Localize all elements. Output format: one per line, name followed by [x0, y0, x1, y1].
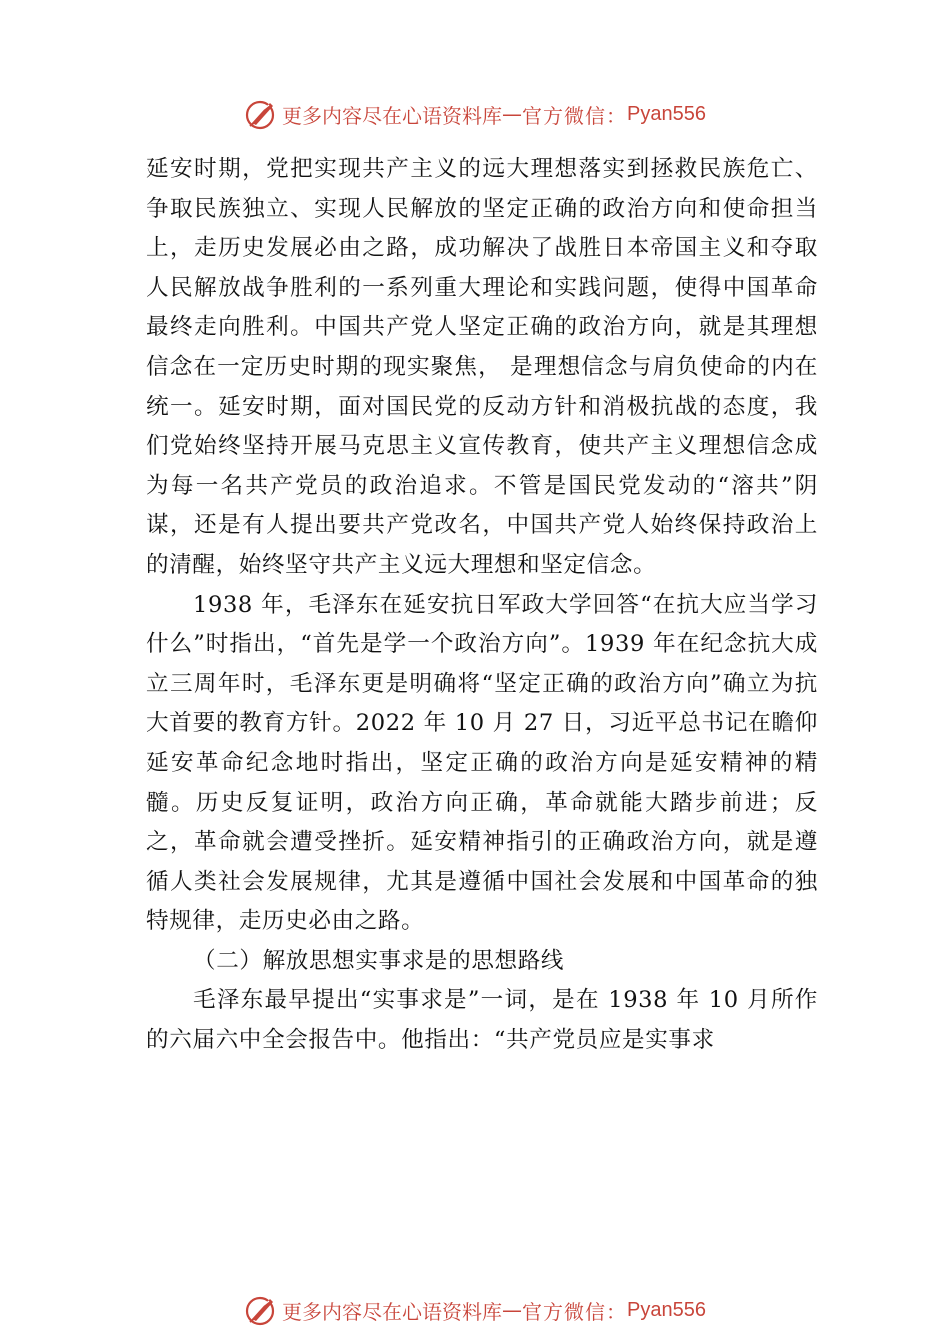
watermark-label: 官方微信：	[522, 1299, 628, 1324]
section-heading: （二）解放思想实事求是的思想路线	[193, 947, 565, 974]
header-watermark	[0, 94, 950, 134]
watermark-separator: —	[502, 1298, 523, 1322]
body-paragraph-1: 延安时期，党把实现共产主义的远大理想落实到拯救民族危亡、争取民族独立、实现人民解放的坚定正确的政治方向和使命担当上，走历史发展必由之路，成功解决了战胜日本帝国主义和夺取人民解放战争胜利的一系列重大理论和实践问题，使得中国革命最终走向胜利。中国共产党人坚定正确的政治方向，就是其理想信念在一定历史时期的现实聚焦， 是理想信念与肩负使命的内在统一。延安时期，面对国民党的反动方针和消极抗战的态度，我们党始终坚持开展马克思主义宣传教育，使共产主义理想信念成为每一名共产党员的政治追求。不管是国民党发动的“溶共”阴谋，还是有人提出要共产党改名，中国共产党人始终保持政治上的清醒，始终坚守共产主义远大理想和坚定信念。	[146, 156, 818, 578]
quill-logo-icon	[244, 1293, 278, 1327]
watermark-main-text: 更多内容尽在心语资料库	[282, 103, 503, 128]
watermark-wechat-id: Pyan556	[627, 1298, 706, 1321]
watermark-wechat-id: Pyan556	[627, 102, 706, 125]
watermark-main-text: 更多内容尽在心语资料库	[282, 1299, 503, 1324]
document-body	[146, 150, 818, 1061]
watermark-label: 官方微信：	[522, 103, 628, 128]
footer-watermark	[0, 1290, 950, 1330]
quill-logo-icon	[244, 97, 278, 131]
body-paragraph-2: 1938 年，毛泽东在延安抗日军政大学回答“在抗大应当学习什么”时指出，“首先是学一个政治方向”。1939 年在纪念抗大成立三周年时，毛泽东更是明确将“坚定正确的政治方向”确立为抗大首要的教育方针。2022 年 10 月 27 日，习近平总书记在瞻仰延安革命纪念地时指出，坚定正确的政治方向是延安精神的精髓。历史反复证明，政治方向正确，革命就能大踏步前进；反之，革命就会遭受挫折。延安精神指引的正确政治方向，就是遵循人类社会发展规律，尤其是遵循中国社会发展和中国革命的独特规律，走历史必由之路。	[146, 591, 818, 935]
watermark-separator: —	[502, 102, 523, 126]
body-paragraph-3: 毛泽东最早提出“实事求是”一词，是在 1938 年 10 月所作的六届六中全会报告中。他指出：“共产党员应是实事求	[146, 987, 818, 1054]
